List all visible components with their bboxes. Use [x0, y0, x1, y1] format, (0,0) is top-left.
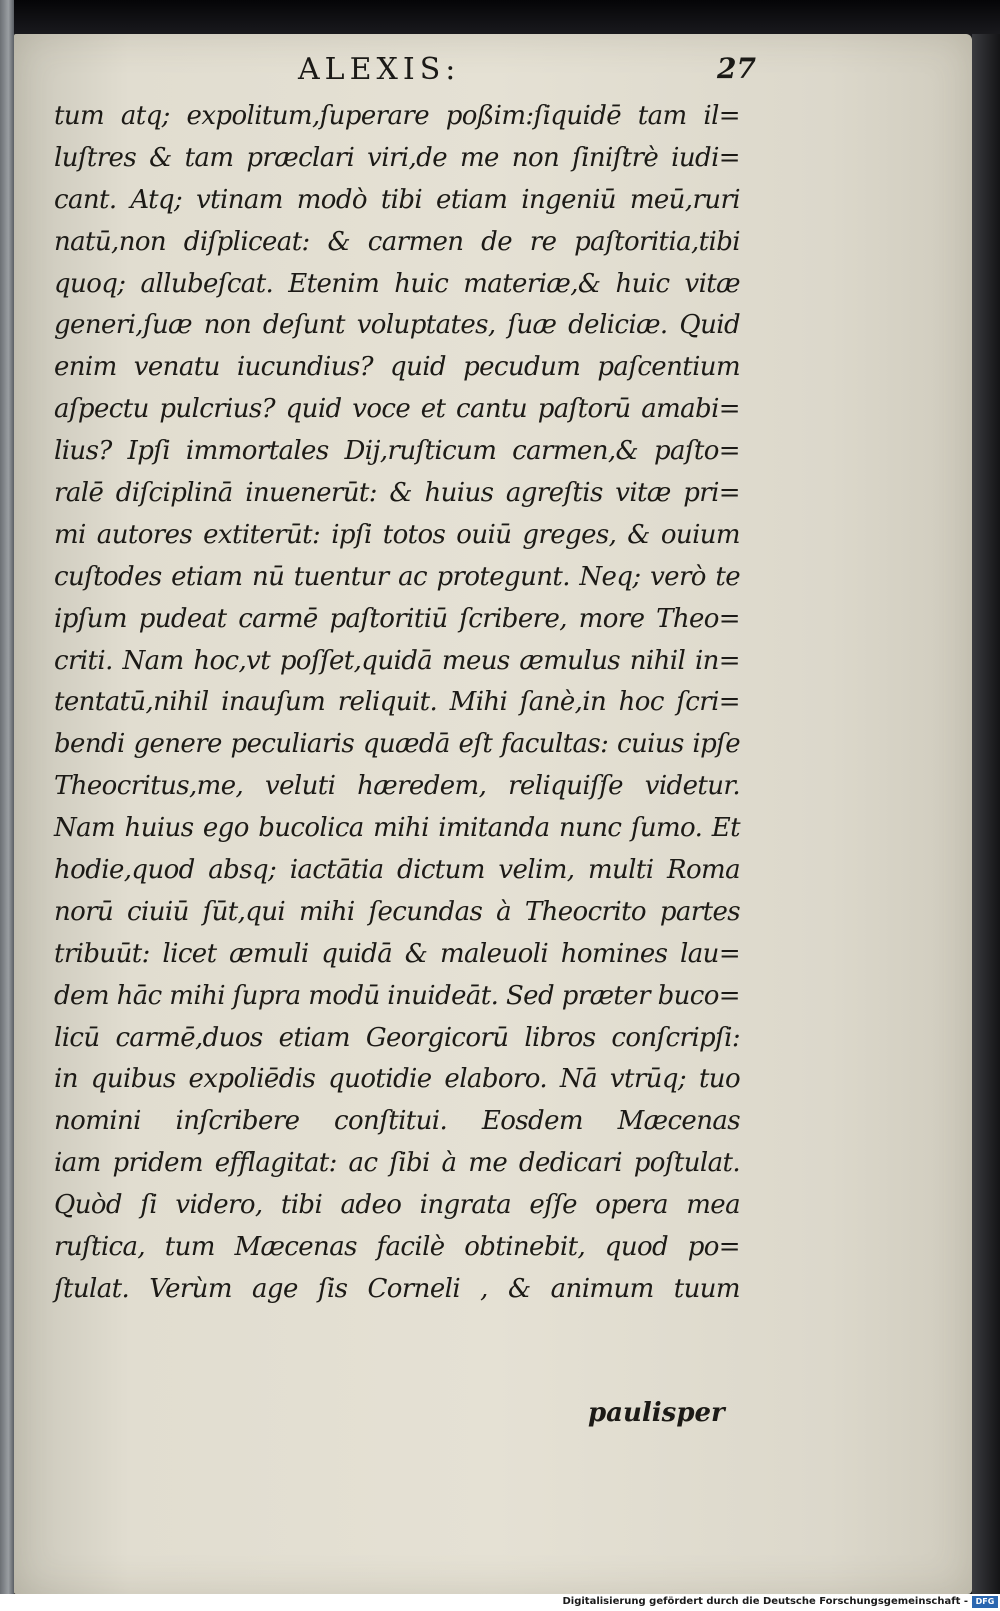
text-line: mi autores extiterūt: ipſi totos ouiū greges, & ouium: [54, 519, 740, 550]
text-line: tum atq; expolitum,ſuperare poßim:ſiquidē tam il=: [54, 101, 740, 131]
scan-left-edge: [0, 0, 14, 1611]
text-line: quoq; allubeſcat. Etenim huic materiæ,& huic vitæ: [54, 268, 740, 299]
text-line: iam pridem efflagitat: ac ſibi à me dedicari poſtulat.: [54, 1148, 740, 1179]
text-line: generi,ſuæ non deſunt voluptates, ſuæ deliciæ. Quid: [54, 310, 740, 341]
text-line: cuſtodes etiam nū tuentur ac protegunt. Neq; verò te: [54, 561, 740, 592]
page-header: [56, 50, 756, 90]
text-line: lius? Ipſi immortales Dij,ruſticum carmen,& paſto=: [54, 436, 740, 467]
text-line: ruſtica, tum Mæcenas facilè obtinebit, quod po=: [54, 1232, 740, 1263]
text-line: tentatū,nihil inauſum reliquit. Mihi ſanè,in hoc ſcri=: [54, 687, 740, 718]
text-line: licū carmē,duos etiam Georgicorū libros conſcripſi:: [54, 1022, 740, 1053]
text-line: Theocritus,me, veluti hæredem, reliquiſſe videtur.: [54, 771, 740, 802]
text-line: in quibus expoliēdis quotidie elaboro. Nā vtrūq; tuo: [54, 1064, 740, 1095]
scan-top-edge: [0, 0, 1000, 36]
text-line: Nam huius ego bucolica mihi imitanda nunc ſumo. Et: [54, 813, 740, 844]
text-line: luſtres & tam præclari viri,de me non ſiniſtrè iudi=: [54, 142, 740, 173]
text-line: cant. Atq; vtinam modò tibi etiam ingeniū meū,ruri: [54, 184, 740, 215]
text-line: ralē diſciplinā inuenerūt: & huius agreſtis vitæ pri=: [54, 478, 740, 509]
text-line: tribuūt: licet æmuli quidā & maleuoli homines lau=: [54, 938, 740, 969]
text-line: enim venatu iucundius? quid pecudum paſcentium: [54, 352, 740, 383]
text-line: hodie,quod absq; iactātia dictum velim, multi Roma: [54, 855, 740, 886]
text-line: ipſum pudeat carmē paſtoritiū ſcribere, more Theo=: [54, 603, 740, 634]
text-line: aſpectu pulcrius? quid voce et cantu paſtorū amabi=: [54, 394, 740, 425]
scan-right-edge: [972, 34, 1000, 1594]
body-text: [54, 96, 740, 1311]
text-line: dem hāc mihi ſupra modū inuideāt. Sed præter buco=: [54, 980, 740, 1011]
text-line: Quòd ſi videro, tibi adeo ingrata eſſe opera mea: [54, 1190, 740, 1221]
page-number: 27: [717, 52, 756, 85]
text-line: ſtulat. Verùm age ſis Corneli , & animum tuum: [54, 1273, 740, 1304]
text-line: nomini inſcribere conſtitui. Eosdem Mæcenas: [54, 1106, 740, 1137]
text-line: criti. Nam hoc,vt poſſet,quidā meus æmulus nihil in=: [54, 645, 740, 676]
text-line: natū,non diſpliceat: & carmen de re paſtoritia,tibi: [54, 226, 740, 257]
dfg-logo-icon: DFG: [972, 1596, 998, 1608]
text-line: bendi genere peculiaris quædā eſt facultas: cuius ipſe: [54, 729, 740, 760]
catchword: paulisper: [588, 1398, 725, 1428]
running-head: ALEXIS:: [298, 52, 461, 87]
text-line: norū ciuiū ſūt,qui mihi ſecundas à Theocrito partes: [54, 896, 740, 927]
footer-credit: Digitalisierung gefördert durch die Deutsche Forschungsgemeinschaft -: [562, 1596, 968, 1607]
